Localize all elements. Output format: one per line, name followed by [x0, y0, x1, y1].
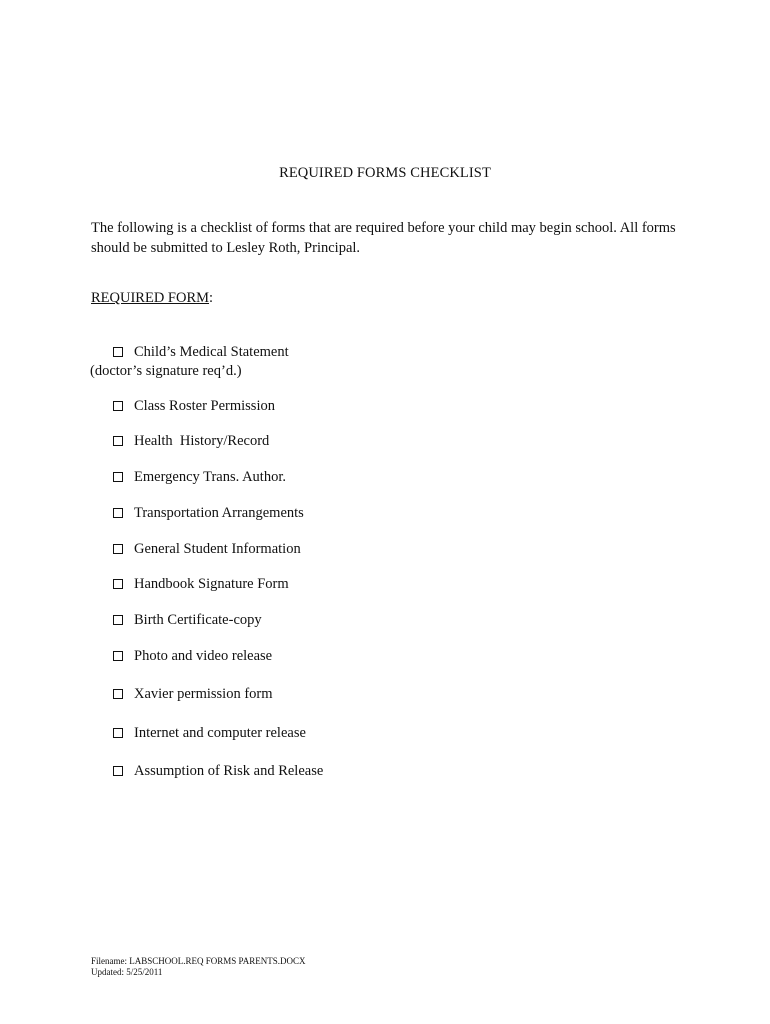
checkbox-class-roster[interactable]	[113, 401, 123, 411]
checklist-item-label: Health History/Record	[134, 433, 270, 449]
checklist-item-label: Birth Certificate-copy	[134, 612, 262, 628]
checklist-item-label: General Student Information	[134, 541, 301, 557]
checkbox-xavier[interactable]	[113, 689, 123, 699]
checklist-item-label: Assumption of Risk and Release	[134, 763, 324, 779]
checkbox-assumption-risk[interactable]	[113, 766, 123, 776]
intro-paragraph: The following is a checklist of forms that are required before your child may begin school. All forms should be submitted to Lesley Roth, Principal.	[91, 220, 676, 256]
checklist-item-label: Child’s Medical Statement	[134, 344, 289, 360]
checkbox-photo-video[interactable]	[113, 651, 123, 661]
checklist-item-label: Class Roster Permission	[134, 398, 275, 414]
checkbox-internet[interactable]	[113, 728, 123, 738]
checklist-item-label: Handbook Signature Form	[134, 576, 289, 592]
section-label	[91, 290, 213, 307]
checklist-item-medical-statement	[90, 343, 289, 381]
checklist-item-sublabel: (doctor’s signature req’d.)	[90, 363, 242, 379]
checklist-item-label: Emergency Trans. Author.	[134, 469, 286, 485]
section-label-text: REQUIRED FORM	[91, 290, 210, 306]
checklist-item-xavier	[113, 685, 273, 704]
checklist-item-general-info	[113, 540, 301, 559]
checklist-item-handbook	[113, 575, 289, 594]
checkbox-health-history[interactable]	[113, 436, 123, 446]
checkbox-handbook[interactable]	[113, 579, 123, 589]
footer-filename: Filename: LABSCHOOL.REQ FORMS PARENTS.DOCX	[91, 956, 306, 966]
checklist-item-health-history	[113, 432, 269, 451]
footer	[91, 956, 305, 978]
checkbox-medical-statement[interactable]	[113, 347, 123, 357]
checklist-item-internet	[113, 724, 306, 743]
checklist-item-label: Transportation Arrangements	[134, 505, 304, 521]
checklist-item-photo-video	[113, 647, 272, 666]
checklist-item-emergency-trans	[113, 468, 286, 487]
checkbox-general-info[interactable]	[113, 544, 123, 554]
checklist-item-class-roster	[113, 397, 275, 416]
checklist-item-birth-certificate	[113, 611, 262, 630]
section-label-colon: :	[209, 290, 214, 306]
document-title: REQUIRED FORMS CHECKLIST	[279, 165, 491, 181]
checklist-item-assumption-risk	[113, 762, 323, 781]
checklist-item-label: Photo and video release	[134, 648, 273, 664]
checklist-item-transportation	[113, 504, 304, 523]
checklist-item-label: Xavier permission form	[134, 686, 273, 702]
footer-updated: Updated: 5/25/2011	[91, 967, 163, 977]
checkbox-transportation[interactable]	[113, 508, 123, 518]
checklist-item-label: Internet and computer release	[134, 725, 306, 741]
checkbox-birth-certificate[interactable]	[113, 615, 123, 625]
checkbox-emergency-trans[interactable]	[113, 472, 123, 482]
